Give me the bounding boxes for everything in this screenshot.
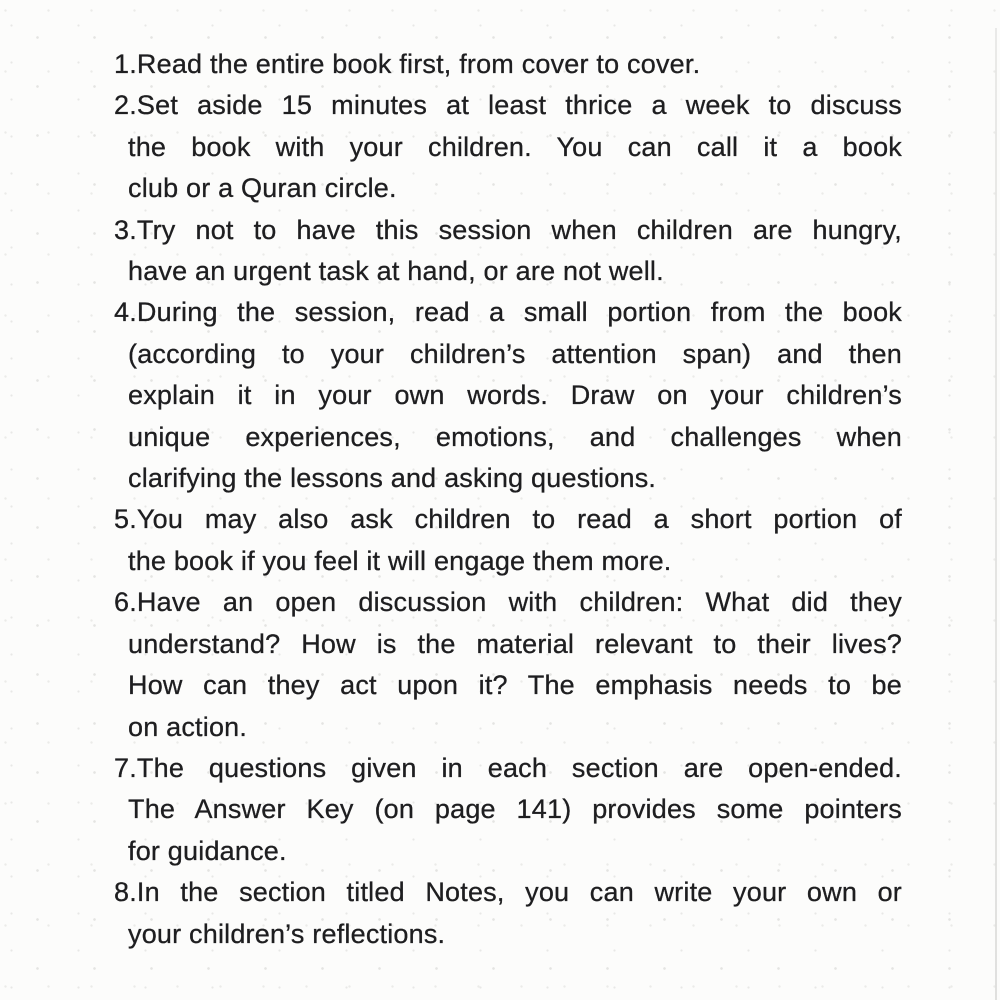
list-item-number: 5. [114, 504, 137, 535]
list-line-text: on action. [128, 711, 248, 742]
list-line [128, 789, 902, 830]
list-line-text: Have an open discussion with children: What did they [136, 587, 902, 618]
list-item-number: 1. [114, 49, 137, 79]
list-line [128, 251, 902, 292]
list-item-number: 3. [114, 214, 137, 245]
list-line [128, 665, 902, 706]
list-line [114, 44, 902, 85]
list-item-number: 7. [114, 752, 137, 783]
list-line [128, 417, 902, 458]
list-line [128, 831, 902, 872]
list-line-text: understand? How is the material relevant to their lives? [128, 628, 902, 659]
list-line [128, 624, 902, 665]
list-item-5 [114, 499, 902, 582]
list-line [128, 168, 902, 209]
list-item-8 [114, 872, 902, 955]
list-line-text: Set aside 15 minutes at least thrice a week to discuss [136, 90, 902, 121]
list-line-text: In the section titled Notes, you can write your own or [136, 877, 902, 908]
list-item-3 [114, 210, 902, 293]
list-line-text: have an urgent task at hand, or are not well. [128, 256, 664, 287]
list-line-text: During the session, read a small portion from the book [136, 297, 902, 328]
list-line-text: (according to your children’s attention span) and then [128, 338, 902, 369]
list-line-text: Read the entire book first, from cover to cover. [136, 49, 701, 79]
list-item-number: 8. [114, 877, 137, 908]
list-line [114, 872, 902, 913]
list-line-text: club or a Quran circle. [128, 173, 397, 204]
list-line [114, 210, 902, 251]
list-line-text: the book with your children. You can call it a book [128, 131, 902, 162]
list-item-number: 4. [114, 297, 137, 328]
list-line [128, 375, 902, 416]
list-line-text: Try not to have this session when children are hungry, [136, 214, 902, 245]
list-line-text: explain it in your own words. Draw on your children’s [128, 380, 902, 411]
list-line-text: clarifying the lessons and asking questions. [128, 463, 657, 494]
list-line-text: How can they act upon it? The emphasis needs to be [128, 670, 902, 701]
list-item-number: 6. [114, 587, 137, 618]
list-line [114, 85, 902, 126]
list-line-text: for guidance. [128, 835, 287, 866]
list-line [114, 499, 902, 540]
list-line [114, 748, 902, 789]
list-line-text: unique experiences, emotions, and challenges when [128, 421, 902, 452]
list-line-text: The questions given in each section are open-ended. [136, 752, 902, 783]
list-item-4 [114, 292, 902, 499]
list-line [128, 458, 902, 499]
list-line-text: The Answer Key (on page 141) provides some pointers [128, 794, 902, 825]
list-item-number: 2. [114, 90, 137, 121]
list-line [114, 582, 902, 623]
list-item-7 [114, 748, 902, 872]
list-item-6 [114, 582, 902, 748]
list-line-text: You may also ask children to read a short portion of [136, 504, 902, 535]
list-line [128, 127, 902, 168]
list-line [114, 292, 902, 333]
list-item-1 [114, 44, 902, 85]
list-item-2 [114, 85, 902, 209]
page-edge-shadow [995, 28, 997, 1000]
list-line [128, 914, 902, 955]
list-line [128, 334, 902, 375]
list-line-text: your children’s reflections. [128, 918, 446, 949]
list-line [128, 707, 902, 748]
list-line-text: the book if you feel it will engage them more. [128, 545, 672, 576]
instruction-list [114, 44, 902, 955]
list-line [128, 541, 902, 582]
